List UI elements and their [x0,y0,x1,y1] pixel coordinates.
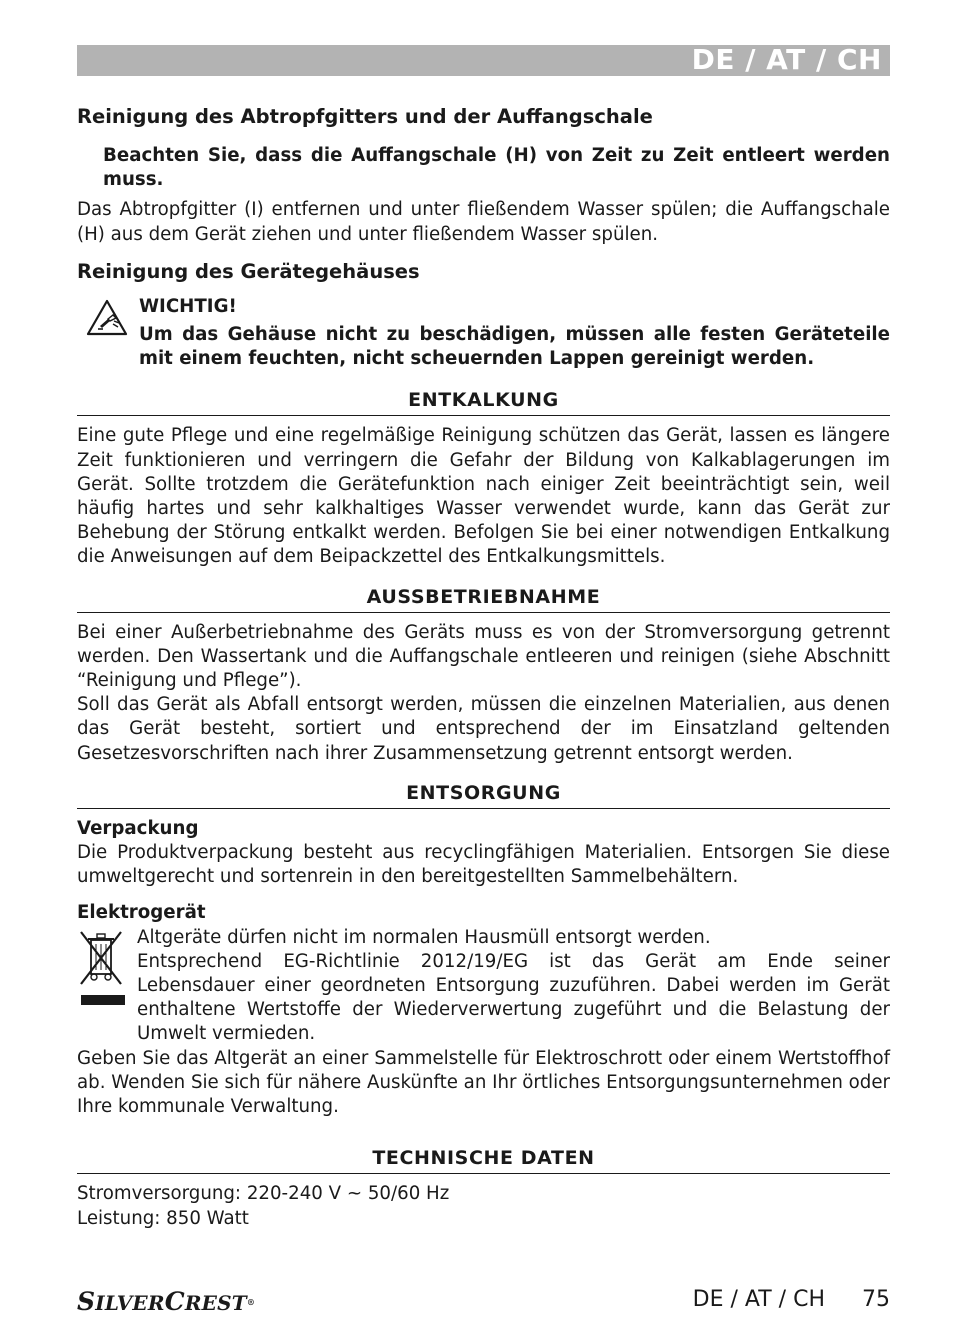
warning-title: WICHTIG! [139,295,237,317]
packaging-text: Die Produktverpackung besteht aus recyclingfähigen Materialien. Entsorgen Sie diese umweltgerecht und sortenrein in den bereitgestellten Sammelbehältern. [77,842,890,888]
warning-text: Um das Gehäuse nicht zu beschädigen, müssen alle festen Geräteteile mit einem feuchten, nicht scheuernden Lappen gereinigt werden. [139,324,890,370]
section-heading-decommission: AUSSBETRIEBNAHME [77,584,890,613]
spec-power: Leistung: 850 Watt [77,1207,249,1229]
header-bar [77,45,890,76]
device-title: Elektrogerät [77,902,206,924]
cleaning-note: Beachten Sie, dass die Auffangschale (H) von Zeit zu Zeit entleert werden muss. [103,145,890,191]
decommission-text-2: Soll das Gerät als Abfall entsorgt werden, müssen die einzelnen Materialien, aus denen das Gerät besteht, sortiert und entsprechend der im Einsatzland geltenden Gesetzesvorschriften nach ihrer Zusammensetzung getrennt entsorgt werden. [77,694,890,764]
warning-block [77,295,890,372]
page-number: 75 [862,1287,890,1312]
cleaning-text: Das Abtropfgitter (I) entfernen und unter fließendem Wasser spülen; die Auffangschale (H) aus dem Gerät ziehen und unter fließendem Wasser spülen. [77,199,890,245]
cleaning-heading: Reinigung des Abtropfgitters und der Auffangschale [77,105,653,128]
section-heading-specs: TECHNISCHE DATEN [77,1145,890,1174]
weee-block [77,926,890,1047]
section-heading-descaling: ENTKALKUNG [77,387,890,416]
device-text-3: Geben Sie das Altgerät an einer Sammelstelle für Elektroschrott oder einem Wertstoffhof ab. Wenden Sie sich für nähere Auskünfte an Ihr örtliches Entsorgungsunternehmen oder Ihre kommunale Verwaltung. [77,1047,890,1118]
section-heading-disposal: ENTSORGUNG [77,780,890,809]
crossed-out-bin-icon [77,928,127,1010]
packaging-title: Verpackung [77,817,199,839]
housing-heading: Reinigung des Gerätegehäuses [77,259,420,283]
page-content [77,104,890,1231]
spec-power-supply: Stromversorgung: 220-240 V ~ 50/60 Hz [77,1183,450,1205]
device-text-1: Altgeräte dürfen nicht im normalen Hausmüll entsorgt werden. [137,926,711,948]
brand-logo: SILVERCREST® [77,1287,256,1316]
descaling-text: Eine gute Pflege und eine regelmäßige Reinigung schützen das Gerät, lassen es längere Zeit funktionieren und verringern die Gefahr der Bildung von Kalkablagerungen im Gerät. Sollte trotzdem die Gerätefunktion nach einiger Zeit beeinträchtigt sein, weil häufig hartes und sehr kalkhaltiges Wasser verwendet wurde, kann das Gerät zur Behebung der Störung entkalkt werden. Befolgen Sie bei einer notwendigen Entkalkung die Anweisungen auf dem Beipackzettel des Entkalkungsmittels. [77,425,890,568]
footer-page-info [693,1286,890,1314]
device-text-2: Entsprechend EG-Richtlinie 2012/19/EG ist das Gerät am Ende seiner Lebensdauer einer geordneten Entsorgung zuzuführen. Dabei werden im Gerät enthaltene Wertstoffe der Wiederverwertung zugeführt und die Belastung der Umwelt vermieden. [137,950,890,1045]
decommission-text-1: Bei einer Außerbetriebnahme des Geräts muss es von der Stromversorgung getrennt werden. Den Wassertank und die Auffangschale entleeren und reinigen (siehe Abschnitt “Reinigung und Pflege”). [77,621,890,692]
warning-triangle-icon [86,299,128,337]
footer-lang: DE / AT / CH [692,1287,825,1312]
header-lang: DE / AT / CH [691,43,882,76]
